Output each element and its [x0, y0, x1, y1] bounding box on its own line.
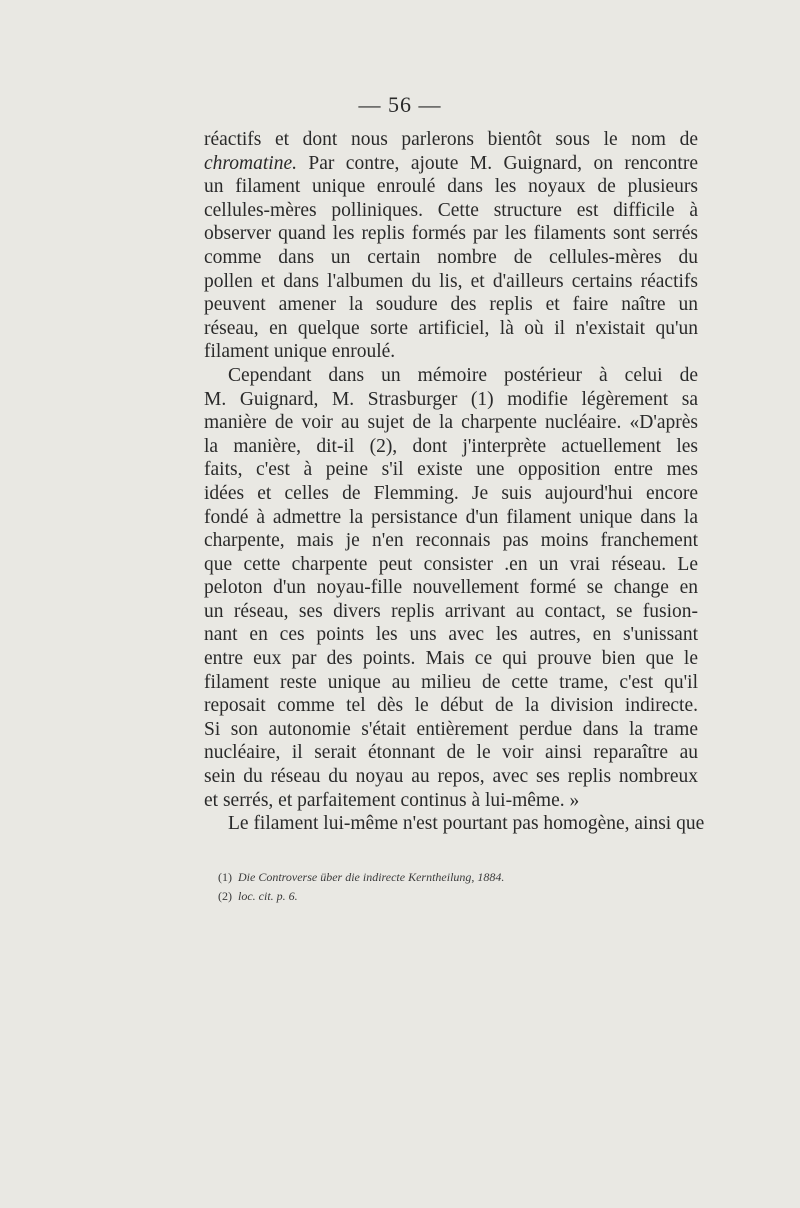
footnote-text: Die Controverse über die indirecte Kerntheilung, 1884. — [238, 870, 505, 884]
footnote-mark: (2) — [218, 889, 232, 903]
line-text: cellules-mères polliniques. Cette structure est difficile à — [204, 199, 698, 221]
text-line — [204, 435, 698, 459]
line-text: manière de voir au sujet de la charpente nucléaire. «D'après — [204, 412, 698, 434]
text-line — [204, 340, 698, 364]
text-line — [204, 812, 705, 836]
line-text: un réseau, ses divers replis arrivant au contact, se fusion- — [204, 600, 698, 622]
text-line — [204, 458, 698, 482]
text-line — [204, 175, 698, 199]
line-text: sein du réseau du noyau au repos, avec ses replis nombreux — [204, 766, 698, 788]
line-text: faits, c'est à peine s'il existe une opposition entre mes — [204, 459, 698, 481]
footnote-text: loc. cit. p. 6. — [238, 889, 298, 903]
line-text: peloton d'un noyau-fille nouvellement formé se change en — [204, 577, 698, 599]
text-line — [204, 553, 698, 577]
page-number: — 56 — — [358, 92, 442, 117]
line-text: réseau, en quelque sorte artificiel, là où il n'existait qu'un — [204, 317, 698, 339]
footnote — [218, 868, 504, 887]
footnote-mark: (1) — [218, 870, 232, 884]
text-line — [204, 246, 698, 270]
line-text: filament unique enroulé. — [204, 341, 396, 363]
text-line — [204, 671, 698, 695]
text-line — [204, 222, 698, 246]
text-line — [204, 647, 698, 671]
line-text: Cependant dans un mémoire postérieur à celui de — [228, 364, 698, 386]
line-text: comme dans un certain nombre de cellules-mères du — [204, 246, 698, 268]
text-line — [204, 765, 698, 789]
text-line — [204, 270, 698, 294]
text-line — [204, 364, 698, 388]
line-text: nant en ces points les uns avec les autres, en s'unissant — [204, 624, 698, 646]
line-text: Si son autonomie s'était entièrement perdue dans la trame — [204, 718, 698, 740]
text-line — [204, 600, 698, 624]
line-text: un filament unique enroulé dans les noyaux de plusieurs — [204, 176, 698, 198]
line-text: réactifs et dont nous parlerons bientôt sous le nom de — [204, 129, 698, 150]
text-line — [204, 128, 698, 152]
text-line — [204, 317, 698, 341]
line-text: la manière, dit-il (2), dont j'interprète actuellement les — [204, 435, 698, 457]
text-line — [204, 199, 698, 223]
text-line — [204, 789, 698, 813]
line-text: entre eux par des points. Mais ce qui prouve bien que le — [204, 648, 698, 670]
text-line — [204, 576, 698, 600]
line-text: filament reste unique au milieu de cette trame, c'est qu'il — [204, 671, 698, 693]
footnote — [218, 887, 504, 906]
line-text: et serrés, et parfaitement continus à lui-même. » — [204, 789, 580, 811]
text-line — [204, 293, 698, 317]
line-text: Par contre, ajoute M. Guignard, on rencontre — [296, 152, 698, 174]
italic-term: chromatine. — [204, 152, 297, 174]
line-text: peuvent amener la soudure des replis et faire naître un — [204, 294, 698, 316]
text-line — [204, 718, 698, 742]
line-text: M. Guignard, M. Strasburger (1) modifie légèrement sa — [204, 388, 698, 410]
line-text: que cette charpente peut consister .en un vrai réseau. Le — [204, 553, 698, 575]
line-text: observer quand les replis formés par les filaments sont serrés — [204, 223, 698, 245]
line-text: fondé à admettre la persistance d'un filament unique dans la — [204, 506, 698, 528]
line-text: pollen et dans l'albumen du lis, et d'ailleurs certains réactifs — [204, 270, 698, 292]
line-text: idées et celles de Flemming. Je suis aujourd'hui encore — [204, 482, 698, 504]
line-text: nucléaire, il serait étonnant de le voir ainsi reparaître au — [204, 742, 698, 764]
line-text: reposait comme tel dès le début de la division indirecte. — [204, 695, 698, 717]
text-line — [204, 388, 698, 412]
line-text: Le filament lui-même n'est pourtant pas homogène, ainsi que — [228, 813, 705, 835]
text-line — [204, 623, 698, 647]
body-text — [204, 128, 705, 836]
text-line — [204, 529, 698, 553]
line-text: charpente, mais je n'en reconnais pas moins franchement — [204, 530, 698, 552]
text-line — [204, 411, 698, 435]
text-line — [204, 506, 698, 530]
text-line — [204, 482, 698, 506]
text-line — [204, 694, 698, 718]
footnotes — [218, 868, 504, 906]
text-line — [204, 152, 698, 176]
text-line — [204, 741, 698, 765]
